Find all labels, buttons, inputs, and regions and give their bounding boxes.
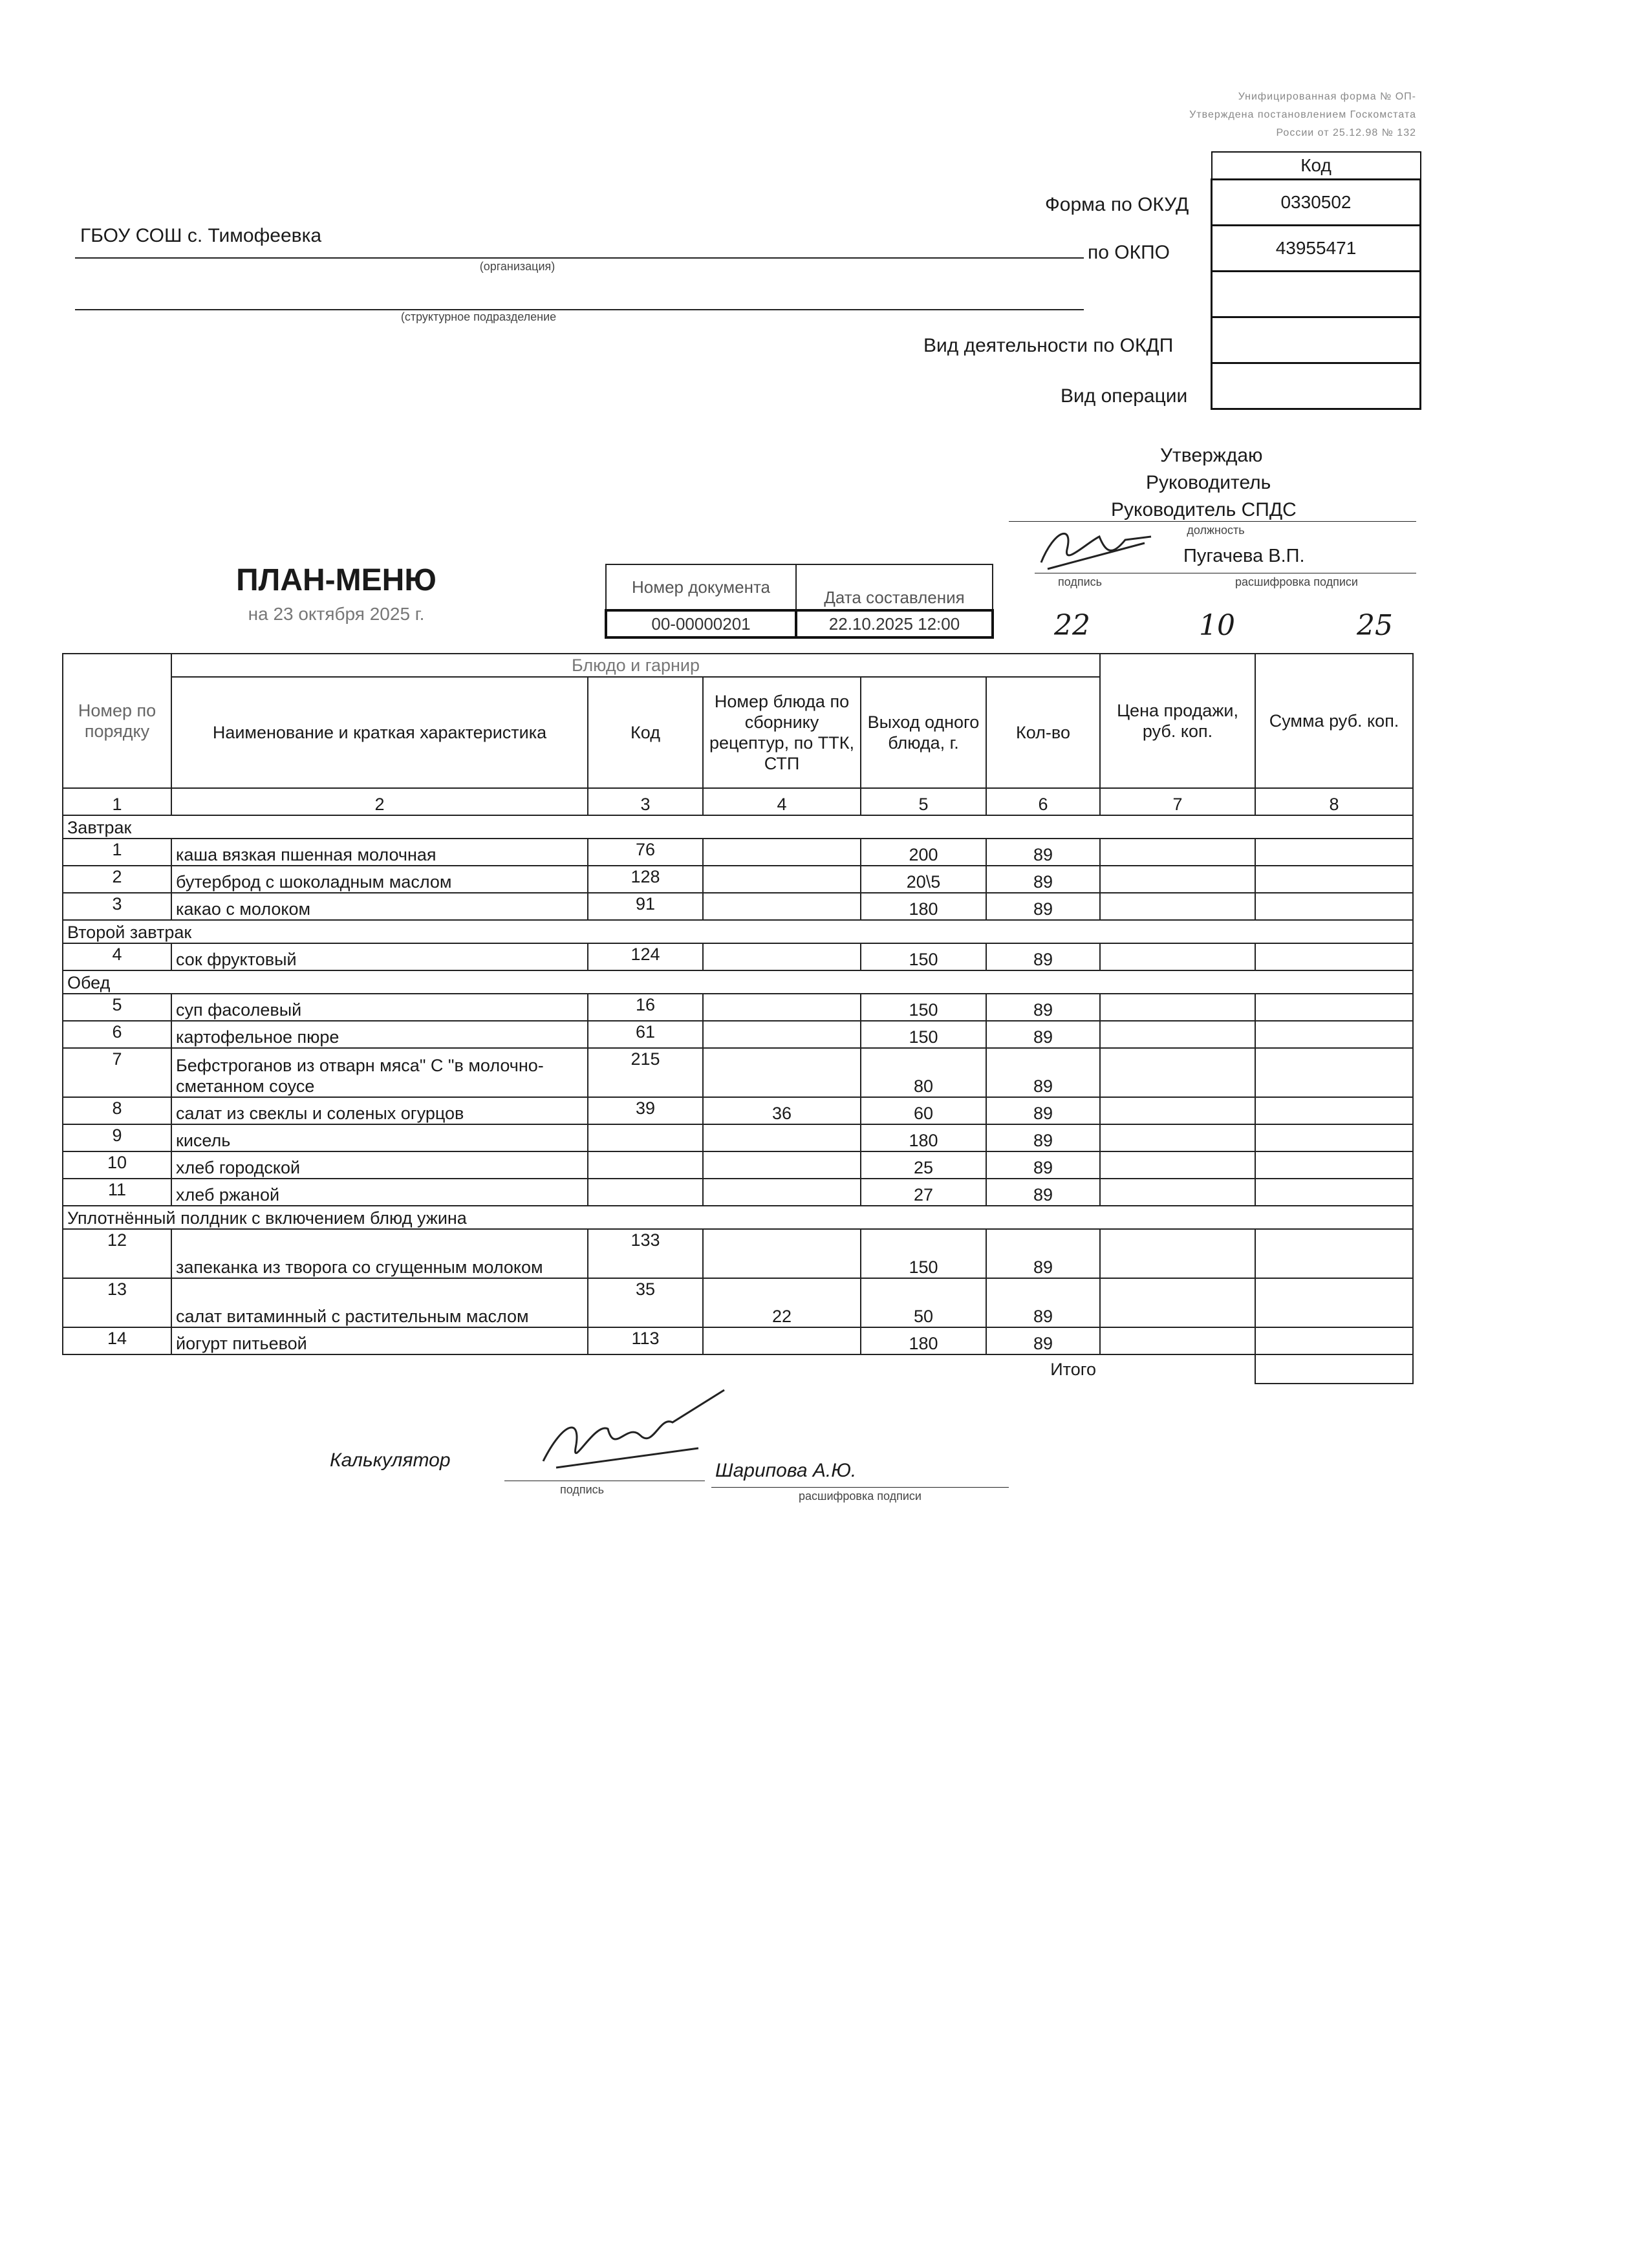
row-price [1100,893,1255,920]
okud-label: Форма по ОКУД [1045,194,1189,215]
row-number: 14 [63,1327,171,1354]
header-price: Цена продажи, руб. коп. [1100,654,1255,788]
row-qty: 89 [986,1021,1100,1048]
row-code: 124 [588,943,703,970]
row-number: 7 [63,1048,171,1097]
approval-date [1054,609,1393,642]
total-value [1255,1354,1413,1384]
row-recipe [703,1327,861,1354]
row-qty: 89 [986,1278,1100,1327]
row-sum [1255,994,1413,1021]
document-info-table [605,564,994,639]
row-qty: 89 [986,866,1100,893]
calculator-name-line [711,1487,1009,1488]
section-title: Уплотнённый полдник с включением блюд ужина [63,1206,1413,1229]
row-number: 2 [63,866,171,893]
column-number: 5 [861,788,986,815]
table-row [63,1327,1413,1354]
row-qty: 89 [986,1124,1100,1151]
row-number: 4 [63,943,171,970]
row-code [588,1124,703,1151]
row-number: 11 [63,1179,171,1206]
row-qty: 89 [986,943,1100,970]
position-value: Руководитель СПДС [1111,499,1297,520]
row-code: 91 [588,893,703,920]
approval-date-month: 10 [1199,609,1235,642]
total-spacer [1100,1354,1255,1384]
row-recipe [703,994,861,1021]
row-name: картофельное пюре [171,1021,588,1048]
table-row [63,893,1413,920]
row-price [1100,1229,1255,1278]
table-row [63,1278,1413,1327]
row-recipe [703,1124,861,1151]
subdivision-caption: (структурное подразделение [400,310,557,323]
organization-caption: (организация) [479,260,555,273]
column-number: 8 [1255,788,1413,815]
header-code: Код [588,677,703,788]
row-recipe [703,1151,861,1179]
position-caption: должность [1187,524,1245,537]
row-yield: 50 [861,1278,986,1327]
calculator-signature-caption: подпись [559,1483,605,1496]
table-row [63,866,1413,893]
row-sum [1255,1229,1413,1278]
header-name: Наименование и краткая характеристика [171,677,588,788]
row-sum [1255,1179,1413,1206]
row-qty: 89 [986,1229,1100,1278]
row-name: сок фруктовый [171,943,588,970]
row-sum [1255,1327,1413,1354]
organization-name: ГБОУ СОШ с. Тимофеевка [80,225,322,246]
row-number: 6 [63,1021,171,1048]
approval-note [1189,88,1416,142]
document-title: ПЛАН-МЕНЮ [236,563,436,597]
row-qty: 89 [986,1097,1100,1124]
table-row [63,1097,1413,1124]
row-name: каша вязкая пшенная молочная [171,839,588,866]
row-qty: 89 [986,1048,1100,1097]
row-code: 133 [588,1229,703,1278]
column-number: 3 [588,788,703,815]
row-name: хлеб ржаной [171,1179,588,1206]
row-yield: 150 [861,1021,986,1048]
section-title: Обед [63,970,1413,994]
column-number: 7 [1100,788,1255,815]
table-row [63,839,1413,866]
approval-date-day: 22 [1054,609,1090,642]
row-qty: 89 [986,1151,1100,1179]
header-recipe: Номер блюда по сборнику рецептур, по ТТК, СТП [703,677,861,788]
row-price [1100,866,1255,893]
row-sum [1255,1151,1413,1179]
calculator-signature [530,1377,737,1481]
row-yield: 150 [861,994,986,1021]
section-row [63,815,1413,839]
calculator-label: Калькулятор [330,1450,451,1471]
head-label: Руководитель [1146,472,1271,493]
row-price [1100,1124,1255,1151]
row-number: 13 [63,1278,171,1327]
row-number: 8 [63,1097,171,1124]
codes-table [1211,151,1421,410]
document-number-header: Номер документа [606,564,796,610]
code-header: Код [1212,152,1421,180]
row-recipe [703,1048,861,1097]
row-number: 9 [63,1124,171,1151]
row-yield: 60 [861,1097,986,1124]
table-row [63,1021,1413,1048]
row-name: суп фасолевый [171,994,588,1021]
row-sum [1255,943,1413,970]
row-recipe: 36 [703,1097,861,1124]
row-price [1100,1151,1255,1179]
head-name-caption: расшифровка подписи [1235,575,1358,588]
row-sum [1255,1048,1413,1097]
row-qty: 89 [986,1179,1100,1206]
table-row [63,1179,1413,1206]
row-name: Бефстроганов из отварн мяса" С "в молочно-сметанном соусе [171,1048,588,1097]
row-yield: 180 [861,1327,986,1354]
head-name: Пугачева В.П. [1183,546,1305,566]
row-price [1100,943,1255,970]
approval-note-line: Утверждена постановлением Госкомстата [1189,109,1416,120]
document-number-value: 00-00000201 [606,610,796,637]
approval-note-line: России от 25.12.98 № 132 [1276,127,1416,138]
row-recipe [703,943,861,970]
row-code: 35 [588,1278,703,1327]
row-recipe: 22 [703,1278,861,1327]
document-date-header: Дата составления [796,564,993,610]
row-name: йогурт питьевой [171,1327,588,1354]
operation-label: Вид операции [1061,385,1188,407]
row-number: 10 [63,1151,171,1179]
row-code [588,1179,703,1206]
row-qty: 89 [986,1327,1100,1354]
row-yield: 20\5 [861,866,986,893]
header-dish-group: Блюдо и гарнир [171,654,1100,677]
row-code: 16 [588,994,703,1021]
document-subtitle: на 23 октября 2025 г. [248,604,425,624]
row-code: 76 [588,839,703,866]
row-price [1100,1278,1255,1327]
row-recipe [703,1179,861,1206]
table-row [63,1151,1413,1179]
row-price [1100,1048,1255,1097]
approve-label: Утверждаю [1160,445,1263,466]
row-qty: 89 [986,994,1100,1021]
row-name: салат витаминный с растительным маслом [171,1278,588,1327]
approval-date-year: 25 [1357,609,1393,642]
row-sum [1255,866,1413,893]
organization-line [75,257,1084,259]
table-row [63,943,1413,970]
row-number: 3 [63,893,171,920]
row-name: какао с молоком [171,893,588,920]
row-qty: 89 [986,839,1100,866]
row-recipe [703,893,861,920]
table-row [63,1048,1413,1097]
row-name: хлеб городской [171,1151,588,1179]
row-number: 1 [63,839,171,866]
menu-body [63,815,1413,1354]
row-yield: 180 [861,1124,986,1151]
column-number: 2 [171,788,588,815]
column-number: 4 [703,788,861,815]
section-title: Второй завтрак [63,920,1413,943]
row-recipe [703,866,861,893]
total-label: Итого [1050,1360,1097,1379]
row-name: бутерброд с шоколадным маслом [171,866,588,893]
calculator-name-caption: расшифровка подписи [799,1490,921,1503]
row-code: 39 [588,1097,703,1124]
row-number: 12 [63,1229,171,1278]
menu-table [62,653,1414,1384]
row-price [1100,1097,1255,1124]
row-name: кисель [171,1124,588,1151]
table-row [63,1124,1413,1151]
row-price [1100,839,1255,866]
row-yield: 27 [861,1179,986,1206]
okpo-value: 43955471 [1212,226,1421,272]
header-sum: Сумма руб. коп. [1255,654,1413,788]
row-code: 61 [588,1021,703,1048]
okpo-label: по ОКПО [1088,242,1170,263]
row-price [1100,994,1255,1021]
table-row [63,994,1413,1021]
empty-code-cell [1212,272,1421,317]
row-code [588,1151,703,1179]
row-recipe [703,1229,861,1278]
head-signature-caption: подпись [1057,575,1103,588]
row-sum [1255,1021,1413,1048]
row-qty: 89 [986,893,1100,920]
head-signature [1028,517,1158,575]
approval-note-line: Унифицированная форма № ОП- [1238,91,1416,102]
row-sum [1255,1278,1413,1327]
row-code: 113 [588,1327,703,1354]
row-price [1100,1327,1255,1354]
row-yield: 150 [861,1229,986,1278]
okdp-label: Вид деятельности по ОКДП [923,335,1174,356]
row-yield: 200 [861,839,986,866]
header-yield: Выход одного блюда, г. [861,677,986,788]
row-sum [1255,1097,1413,1124]
section-row [63,920,1413,943]
okdp-value [1212,317,1421,363]
section-title: Завтрак [63,815,1413,839]
header-number: Номер по порядку [63,654,171,788]
row-recipe [703,1021,861,1048]
operation-value [1212,363,1421,409]
header-qty: Кол-во [986,677,1100,788]
okud-value: 0330502 [1212,180,1421,226]
row-price [1100,1021,1255,1048]
section-row [63,1206,1413,1229]
column-number: 6 [986,788,1100,815]
column-number: 1 [63,788,171,815]
row-yield: 80 [861,1048,986,1097]
row-recipe [703,839,861,866]
section-row [63,970,1413,994]
row-code: 128 [588,866,703,893]
row-number: 5 [63,994,171,1021]
row-sum [1255,893,1413,920]
row-sum [1255,839,1413,866]
row-name: салат из свеклы и соленых огурцов [171,1097,588,1124]
row-name: запеканка из творога со сгущенным молоком [171,1229,588,1278]
calculator-name: Шарипова А.Ю. [715,1460,857,1481]
row-yield: 25 [861,1151,986,1179]
row-yield: 180 [861,893,986,920]
row-code: 215 [588,1048,703,1097]
document-date-value: 22.10.2025 12:00 [796,610,993,637]
row-yield: 150 [861,943,986,970]
row-price [1100,1179,1255,1206]
table-row [63,1229,1413,1278]
row-sum [1255,1124,1413,1151]
